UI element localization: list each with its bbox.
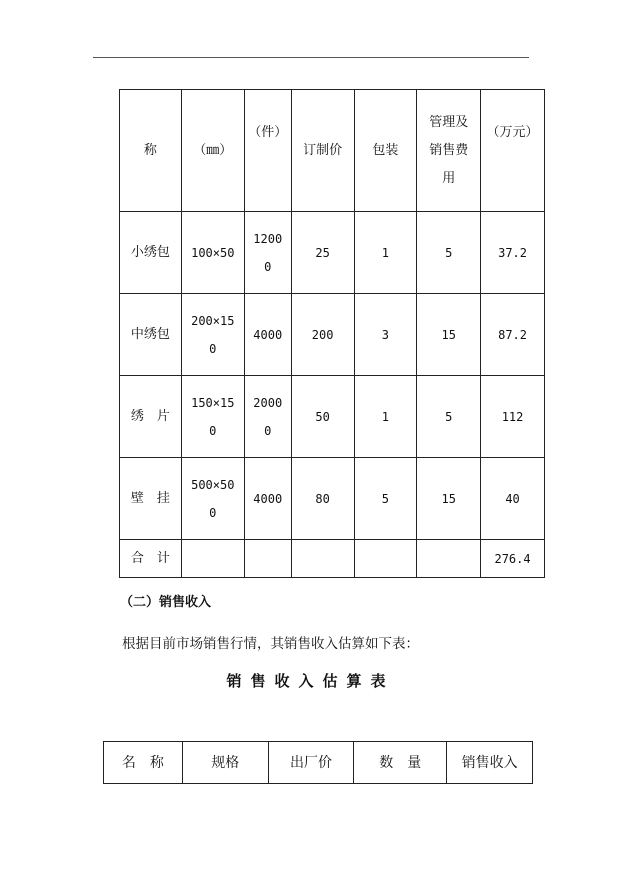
table-cell: 5 [417, 376, 481, 458]
section-heading: （二）销售收入 [120, 595, 212, 610]
table-cell: 50 [291, 376, 354, 458]
table-cell: 15 [417, 294, 481, 376]
table-header-row [104, 742, 533, 784]
table-header-row [120, 90, 545, 212]
table-cell: 150×15 0 [181, 376, 244, 458]
table-cell: 2000 0 [244, 376, 291, 458]
table-cell: 壁 挂 [120, 458, 182, 540]
table-cell: 80 [291, 458, 354, 540]
product-table [119, 89, 545, 578]
table-cell: 5 [354, 458, 417, 540]
header-cell: 规格 [182, 742, 268, 784]
table-cell: 中绣包 [120, 294, 182, 376]
header-cell: 订制价 [291, 90, 354, 212]
table-cell: 200×15 0 [181, 294, 244, 376]
table-row [120, 212, 545, 294]
table-cell [354, 540, 417, 578]
header-cell: （万元） [481, 90, 545, 212]
table-cell [417, 540, 481, 578]
header-cell: （件） [244, 90, 291, 212]
table-row [120, 376, 545, 458]
table-cell: 200 [291, 294, 354, 376]
table-cell: 4000 [244, 458, 291, 540]
table-cell: 1 [354, 212, 417, 294]
total-value: 276.4 [481, 540, 545, 578]
sales-revenue-table [103, 741, 533, 784]
header-cell: （㎜） [181, 90, 244, 212]
table-cell: 100×50 [181, 212, 244, 294]
table-row [120, 294, 545, 376]
table-cell [291, 540, 354, 578]
table-cell: 37.2 [481, 212, 545, 294]
table-cell: 1200 0 [244, 212, 291, 294]
header-cell: 包装 [354, 90, 417, 212]
table-cell: 112 [481, 376, 545, 458]
table-row [120, 458, 545, 540]
header-cell: 销售收入 [447, 742, 533, 784]
table-cell: 40 [481, 458, 545, 540]
table-cell: 1 [354, 376, 417, 458]
total-label: 合 计 [120, 540, 182, 578]
table-cell [244, 540, 291, 578]
table-cell: 3 [354, 294, 417, 376]
table-title: 销售收入估算表 [226, 672, 395, 690]
table-cell: 绣 片 [120, 376, 182, 458]
table-cell [181, 540, 244, 578]
table-cell: 87.2 [481, 294, 545, 376]
header-cell: 出厂价 [268, 742, 354, 784]
body-paragraph: 根据目前市场销售行情，其销售收入估算如下表： [122, 636, 419, 652]
header-cell: 数 量 [354, 742, 447, 784]
table-cell: 25 [291, 212, 354, 294]
header-cell: 称 [120, 90, 182, 212]
table-cell: 500×50 0 [181, 458, 244, 540]
header-cell: 管理及 销售费 用 [417, 90, 481, 212]
total-row [120, 540, 545, 578]
header-cell: 名 称 [104, 742, 183, 784]
header-rule [93, 57, 529, 58]
table-cell: 小绣包 [120, 212, 182, 294]
table-cell: 5 [417, 212, 481, 294]
table-cell: 15 [417, 458, 481, 540]
table-cell: 4000 [244, 294, 291, 376]
